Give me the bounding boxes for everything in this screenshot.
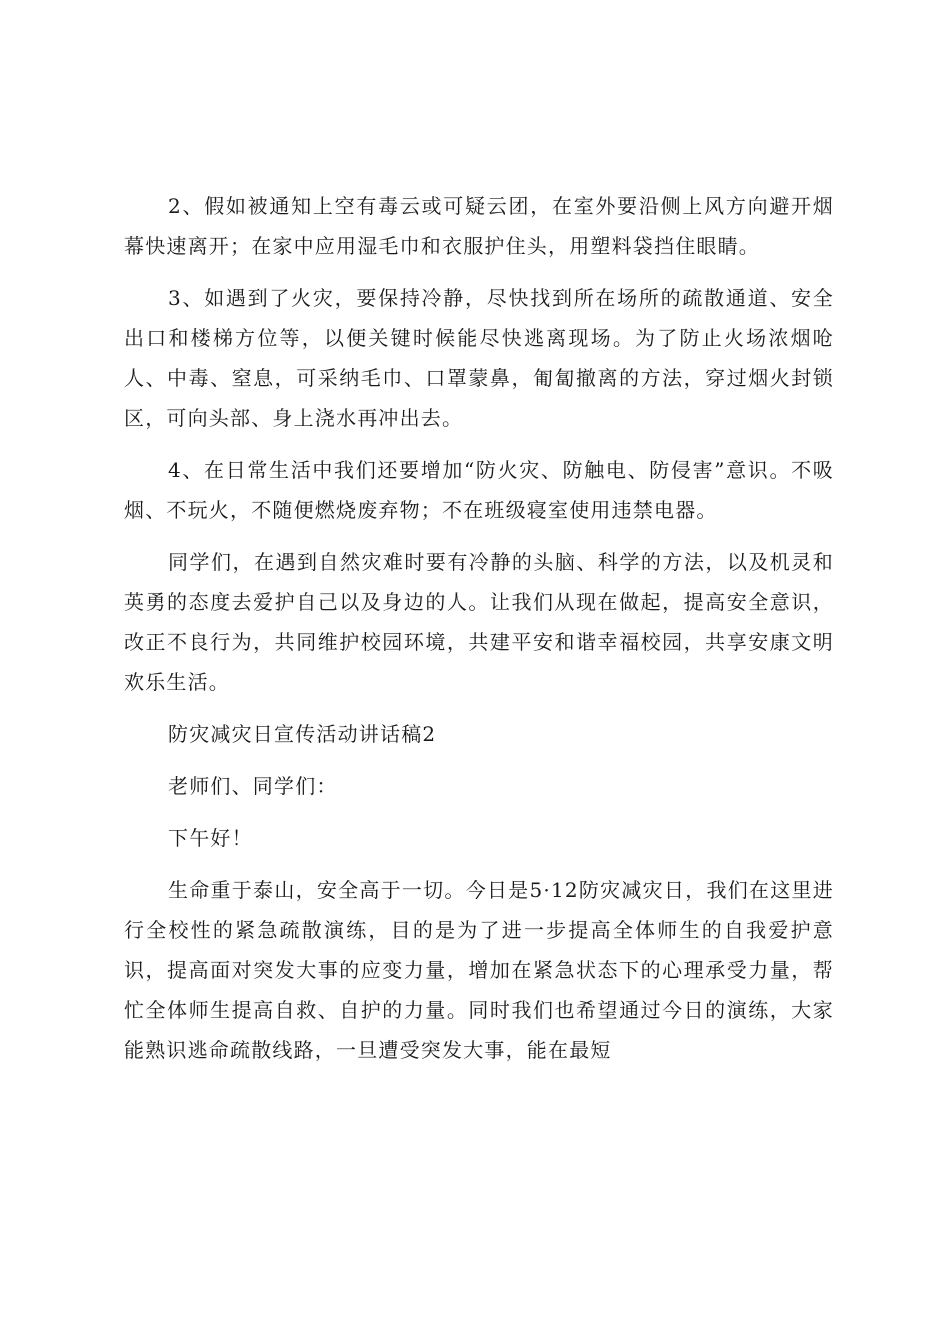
paragraph-speech-body: 生命重于泰山，安全高于一切。今日是5·12防灾减灾日，我们在这里进行全校性的紧急疏散演练，目的是为了进一步提高全体师生的自我爱护意识，提高面对突发大事的应变力量，增加在紧急状态下的心理承受力量，帮忙全体师生提高自救、自护的力量。同时我们也希望通过今日的演练，大家能熟识逃命疏散线路，一旦遭受突发大事，能在最短: [124, 878, 834, 1062]
document-body: [124, 186, 834, 1082]
paragraph-fire: 3、如遇到了火灾，要保持冷静，尽快找到所在场所的疏散通道、安全出口和楼梯方位等，以便关键时候能尽快逃离现场。为了防止火场浓烟呛人、中毒、窒息，可采纳毛巾、口罩蒙鼻，匍匐撤离的方法，穿过烟火封锁区，可向头部、身上浇水再冲出去。: [124, 286, 834, 430]
greeting: 下午好！: [168, 826, 253, 850]
paragraph-toxic-cloud: 2、假如被通知上空有毒云或可疑云团，在室外要沿侧上风方向避开烟幕快速离开；在家中应用湿毛巾和衣服护住头，用塑料袋挡住眼睛。: [124, 194, 834, 258]
section-heading: 防灾减灾日宣传活动讲话稿2: [168, 722, 437, 746]
salutation: 老师们、同学们：: [168, 774, 338, 798]
paragraph-closing: 同学们，在遇到自然灾难时要有冷静的头脑、科学的方法，以及机灵和英勇的态度去爱护自己以及身边的人。让我们从现在做起，提高安全意识，改正不良行为，共同维护校园环境，共建平安和谐幸福校园，共享安康文明欢乐生活。: [124, 550, 834, 694]
paragraph-daily-awareness: 4、在日常生活中我们还要增加“防火灾、防触电、防侵害”意识。不吸烟、不玩火，不随便燃烧废弃物；不在班级寝室使用违禁电器。: [124, 458, 834, 522]
